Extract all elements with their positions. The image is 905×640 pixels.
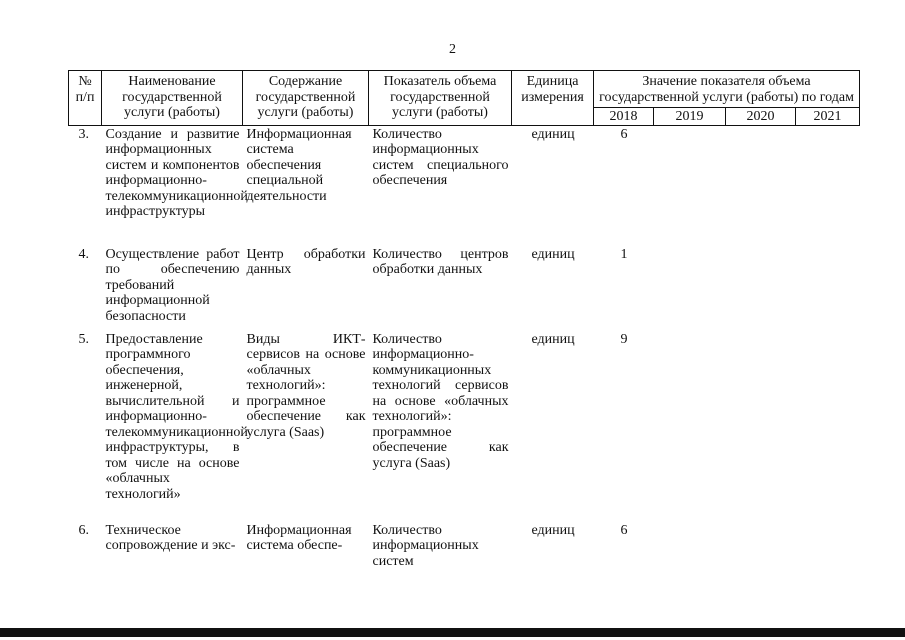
scan-edge-bar xyxy=(0,628,905,637)
value-2018: 6 xyxy=(620,126,628,142)
service-name: Техническое сопровождение и экс- xyxy=(105,522,236,553)
row-num: 5. xyxy=(78,331,89,347)
value-2020 xyxy=(726,246,796,331)
value-2019 xyxy=(654,331,726,522)
service-indicator: Количество информационных систем специального обеспечения xyxy=(372,126,509,188)
service-unit: единиц xyxy=(531,522,575,538)
service-name: Предоставление программного обеспечения, инженерной, вычислительной и информационно-телекоммуникационной инфраструктуры, в том числе на основе «облачных технологий» xyxy=(105,331,248,502)
value-2019 xyxy=(654,125,726,246)
header-indicator: Показатель объема государственной услуги (работы) xyxy=(369,71,512,126)
value-2021 xyxy=(796,331,860,522)
service-unit: единиц xyxy=(531,246,575,262)
row-num: 3. xyxy=(78,126,89,142)
table-row xyxy=(69,522,860,570)
table-row xyxy=(69,246,860,331)
value-2020 xyxy=(726,522,796,570)
value-2019 xyxy=(654,522,726,570)
service-indicator: Количество центров обработки данных xyxy=(372,246,509,277)
value-2021 xyxy=(796,522,860,570)
service-content: Информационная система обеспечения специальной деятельности xyxy=(246,126,352,204)
value-2018: 6 xyxy=(620,522,628,538)
page-number: 2 xyxy=(449,42,456,57)
header-value: Значение показателя объема государственной услуги (работы) по годам xyxy=(594,71,860,108)
header-content: Содержание государственной услуги (работы) xyxy=(243,71,369,126)
service-indicator: Количество информационных систем xyxy=(372,522,479,569)
header-num: № п/п xyxy=(69,71,102,126)
header-year-2018: 2018 xyxy=(594,108,654,126)
value-2019 xyxy=(654,246,726,331)
row-num: 6. xyxy=(78,522,89,538)
service-content: Информационная система обеспе- xyxy=(246,522,352,553)
value-2021 xyxy=(796,246,860,331)
row-num: 4. xyxy=(78,246,89,262)
value-2021 xyxy=(796,125,860,246)
service-name: Осуществление работ по обеспечению требований информационной безопасности xyxy=(105,246,240,324)
value-2018: 9 xyxy=(620,331,628,347)
header-unit: Единица измерения xyxy=(512,71,594,126)
service-unit: единиц xyxy=(531,126,575,142)
header-year-2019: 2019 xyxy=(654,108,726,126)
header-year-2021: 2021 xyxy=(796,108,860,126)
service-indicator: Количество информационно-коммуникационных технологий сервисов на основе «облачных технологий»: программное обеспечение как услуга (Saas) xyxy=(372,331,509,471)
header-year-2020: 2020 xyxy=(726,108,796,126)
service-name: Создание и развитие информационных систем и компонентов информационно-телекоммуникационной инфраструктуры xyxy=(105,126,248,219)
service-content: Центр обработки данных xyxy=(246,246,366,277)
table-row xyxy=(69,125,860,246)
services-table xyxy=(68,70,860,569)
value-2020 xyxy=(726,125,796,246)
header-name: Наименование государственной услуги (работы) xyxy=(102,71,243,126)
table-row xyxy=(69,331,860,522)
service-content: Виды ИКТ-сервисов на основе «облачных технологий»: программное обеспечение как услуга (Saas) xyxy=(246,331,366,440)
value-2018: 1 xyxy=(620,246,628,262)
service-unit: единиц xyxy=(531,331,575,347)
value-2020 xyxy=(726,331,796,522)
